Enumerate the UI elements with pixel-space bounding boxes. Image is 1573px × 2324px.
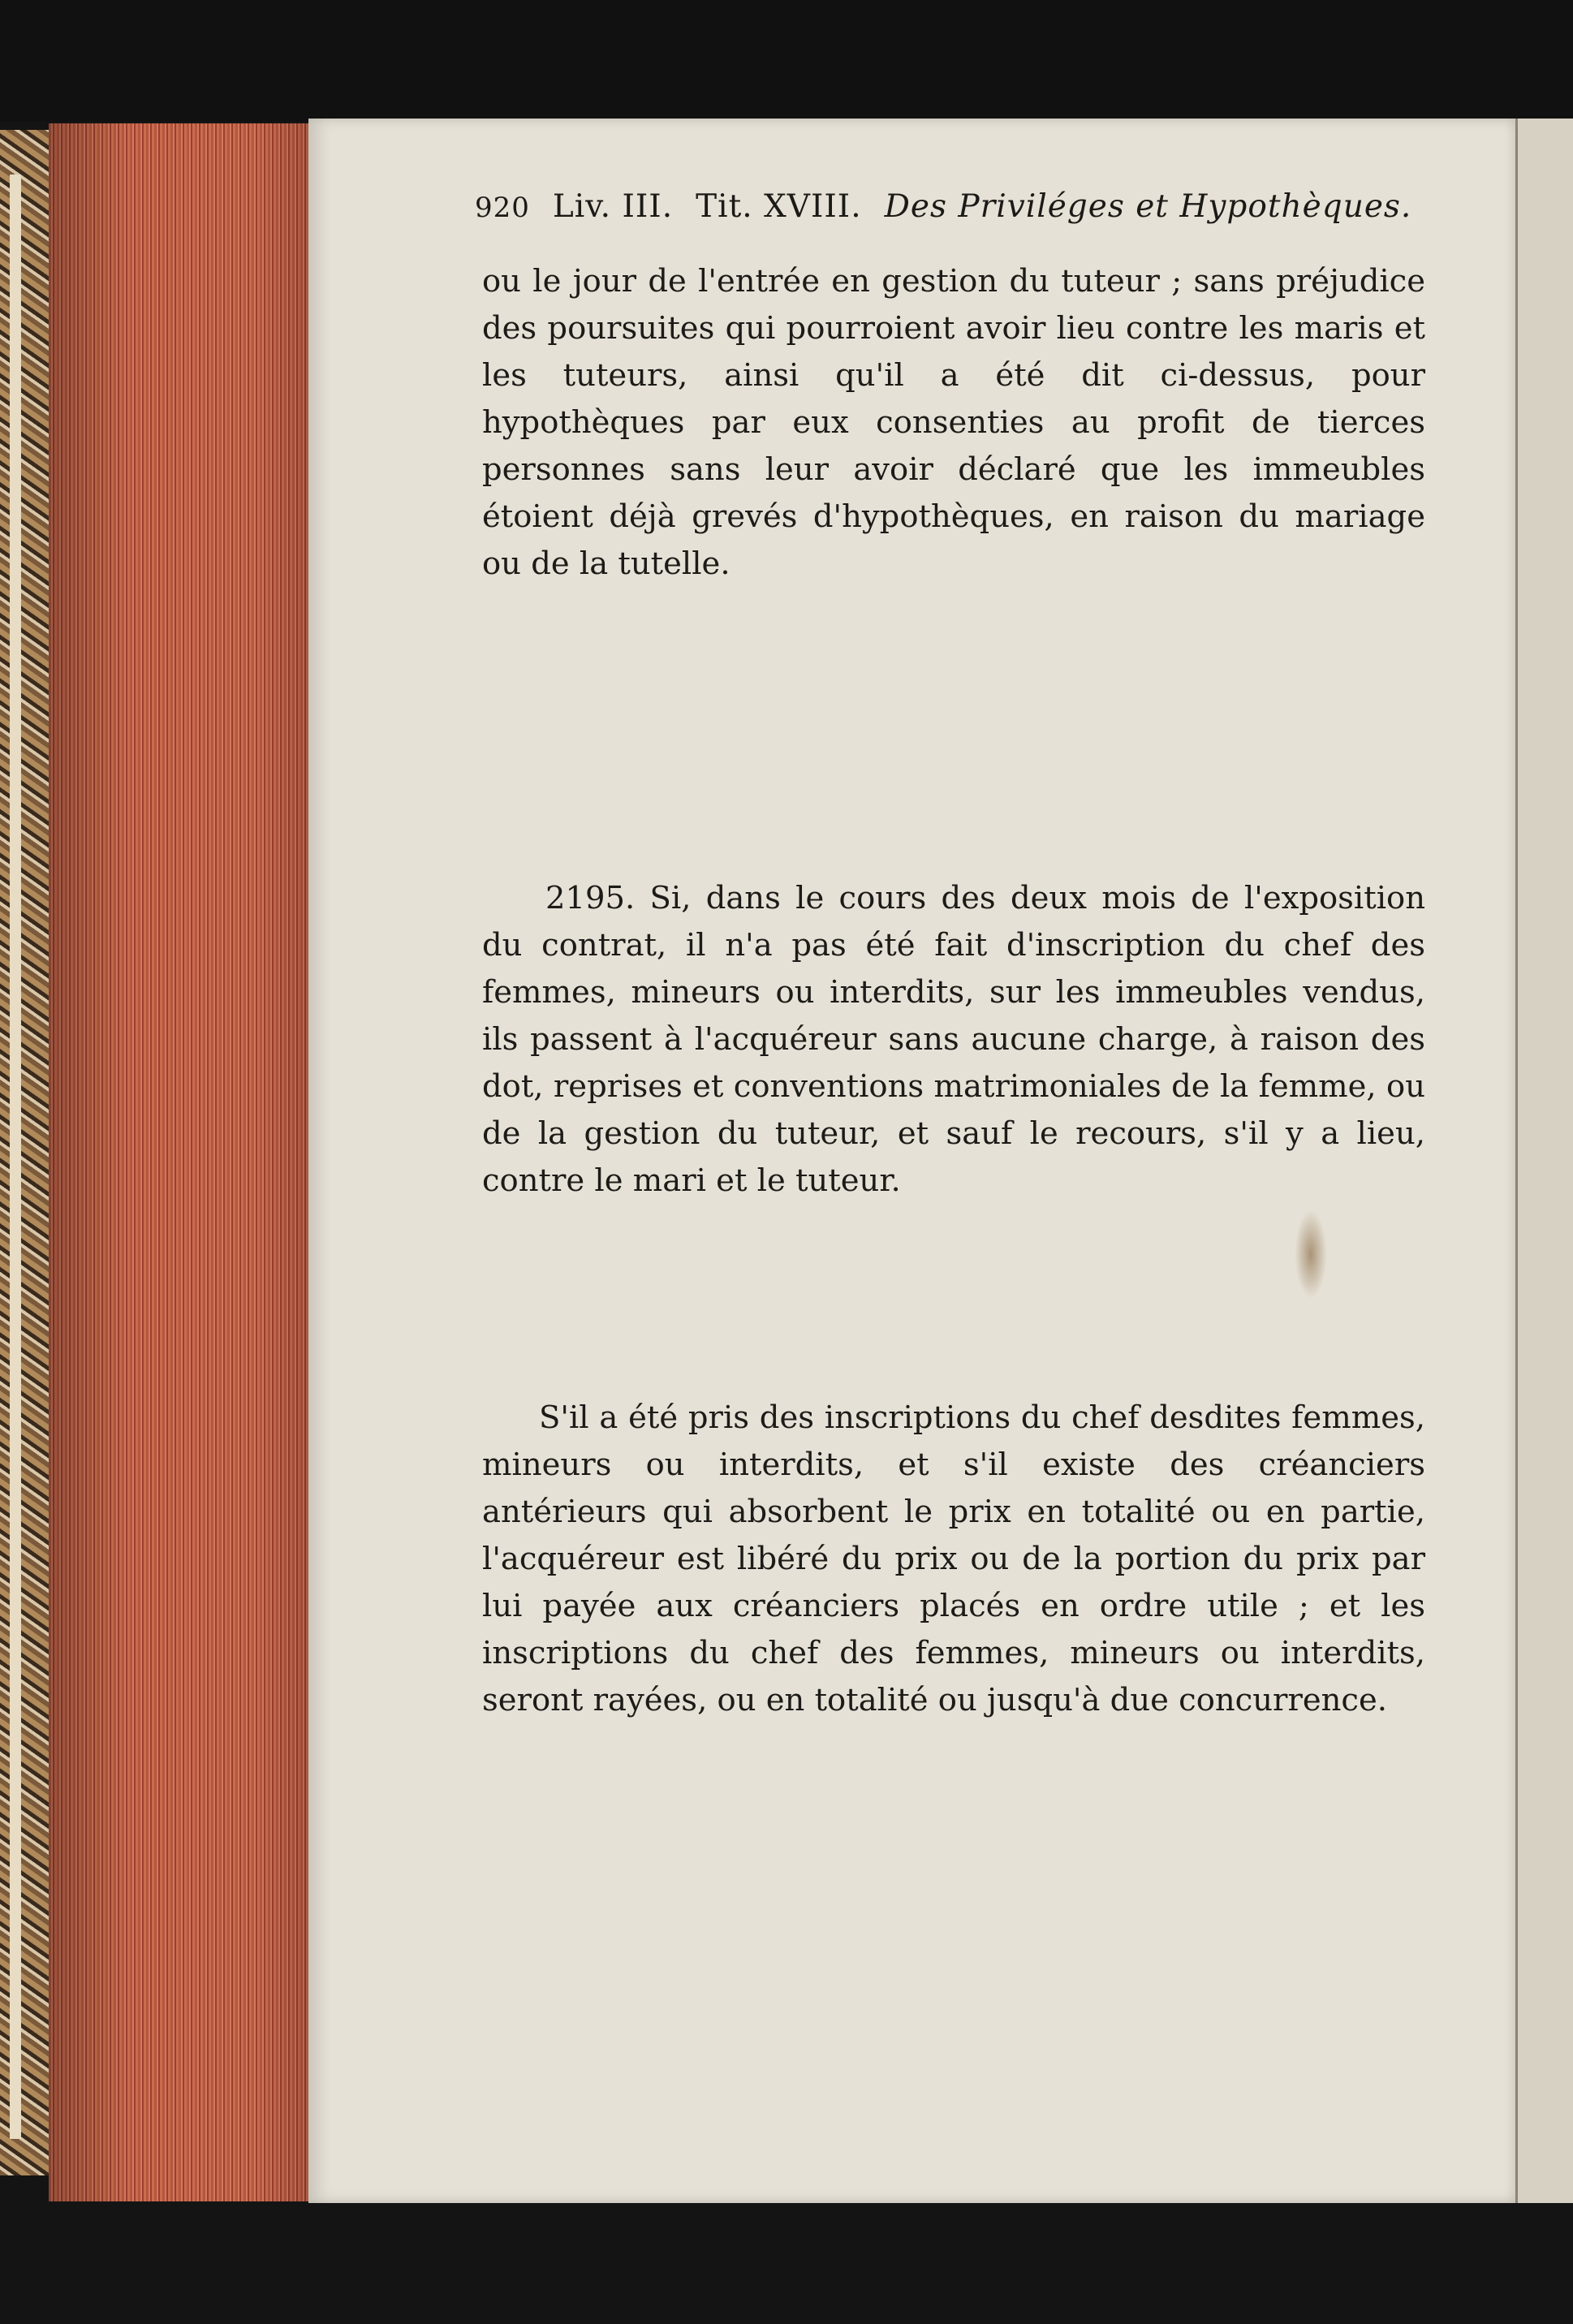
title-number: Tit. XVIII. bbox=[696, 188, 862, 225]
show-through-text bbox=[482, 1218, 1425, 1265]
page-stack-shade bbox=[49, 123, 308, 2201]
show-through-text bbox=[482, 722, 1425, 770]
show-through-text bbox=[482, 528, 1425, 575]
paragraph-text: 2195. Si, dans le cours des deux mois de l'exposition du contrat, il n'a pas été fait d'inscription du chef des femmes, mineurs ou interdits, sur les immeubles vendus, ils passent à l'acquéreur sans aucune charge, à raison des dot, reprises et conventions matrimoniales de la femme, ou de la gestion du tuteur, et sauf le recours, s'il y a lieu, contre le mari et le tuteur. bbox=[482, 880, 1425, 1199]
background-top bbox=[0, 0, 1573, 122]
paragraph-text: ou le jour de l'entrée en gestion du tuteur ; sans préjudice des poursuites qui pourroient avoir lieu contre les maris et les tuteurs, ainsi qu'il a été dit ci-dessus, pour hypothèques par eux consenties au profit de tierces personnes sans leur avoir déclaré que les immeubles étoient déjà grevés d'hypothèques, en raison du mariage ou de la tutelle. bbox=[482, 263, 1425, 582]
running-header bbox=[475, 188, 1416, 237]
book-cover-edge bbox=[10, 175, 21, 2139]
page-number: 920 bbox=[475, 192, 530, 224]
article-2195 bbox=[482, 875, 1425, 1205]
book-number: Liv. III. bbox=[552, 188, 674, 225]
paragraph-text: S'il a été pris des inscriptions du chef desdites femmes, mineurs ou interdits, et s'il existe des créanciers antérieurs qui absorbent le prix en totalité ou en partie, l'acquéreur est libéré du prix ou de la portion du prix par lui payée aux créanciers placés en ordre utile ; et les inscriptions du chef des femmes, mineurs ou interdits, seront rayées, ou en totalité ou jusqu'à due concurrence. bbox=[482, 1399, 1425, 1718]
paragraph-inscriptions bbox=[482, 1395, 1425, 1724]
facing-page-edge bbox=[1515, 119, 1573, 2203]
section-title: Des Priviléges et Hypothèques. bbox=[884, 188, 1412, 225]
